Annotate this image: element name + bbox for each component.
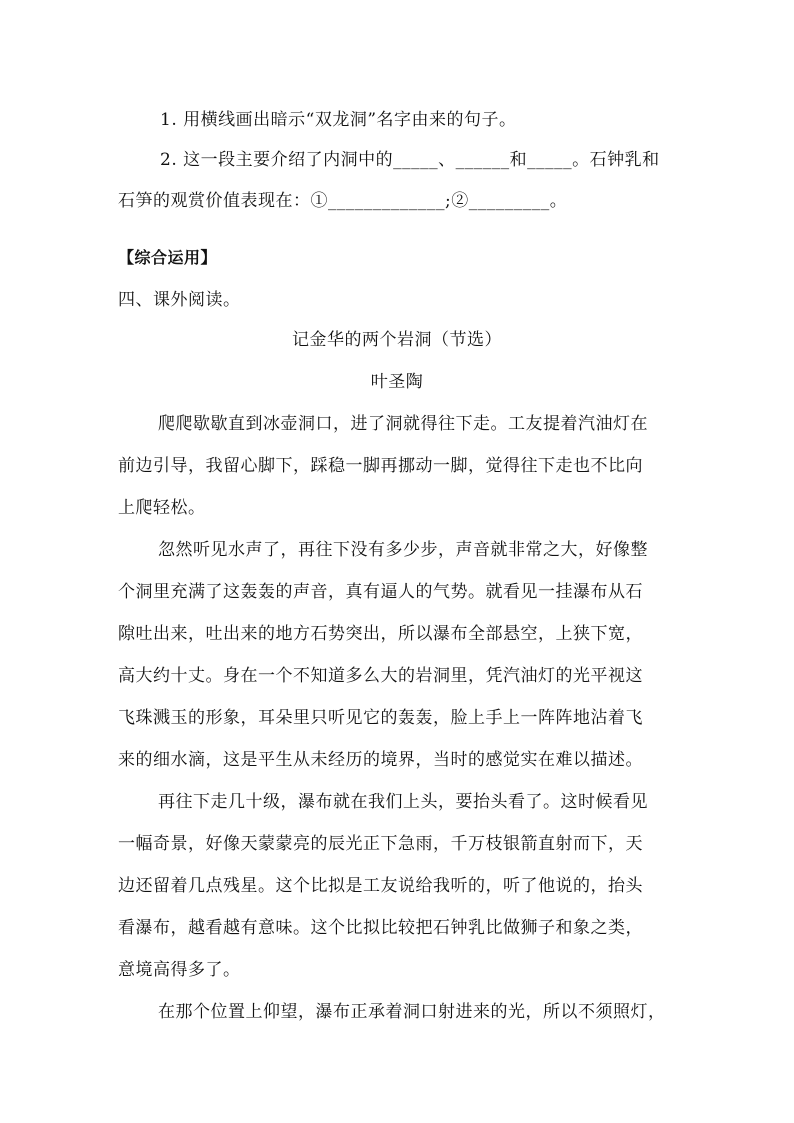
paragraph-line: 再往下走几十级，瀑布就在我们上头，要抬头看了。这时候看见 xyxy=(158,792,648,812)
question-2-line-2: 石笋的观赏价值表现在：①_____________;②_________。 xyxy=(118,191,568,211)
paragraph-line: 边还留着几点残星。这个比拟是工友说给我听的，听了他说的，抬头 xyxy=(118,876,643,896)
question-2-line-1: 2. 这一段主要介绍了内洞中的_____、______和_____。石钟乳和 xyxy=(160,150,660,170)
paragraph-line: 前边引导，我留心脚下，踩稳一脚再挪动一脚，觉得往下走也不比向 xyxy=(118,456,643,476)
paragraph-line: 隙吐出来，吐出来的地方石势突出，所以瀑布全部悬空，上狭下宽， xyxy=(118,624,643,644)
paragraph-line: 看瀑布，越看越有意味。这个比拟比较把石钟乳比做狮子和象之类， xyxy=(118,918,643,938)
article-author: 叶圣陶 xyxy=(370,372,424,392)
paragraph-line: 忽然听见水声了，再往下没有多少步，声音就非常之大，好像整 xyxy=(158,540,648,560)
paragraph-line: 个洞里充满了这轰轰的声音，真有逼人的气势。就看见一挂瀑布从石 xyxy=(118,582,643,602)
paragraph-line: 意境高得多了。 xyxy=(118,960,241,980)
question-1: 1. 用横线画出暗示“双龙洞”名字由来的句子。 xyxy=(160,110,517,130)
paragraph-line: 来的细水滴，这是平生从未经历的境界，当时的感觉实在难以描述。 xyxy=(118,750,643,770)
section-heading: 【综合运用】 xyxy=(118,248,218,267)
paragraph-line: 在那个位置上仰望，瀑布正承着洞口射进来的光，所以不须照灯， xyxy=(158,1002,666,1022)
paragraph-line: 一幅奇景，好像天蒙蒙亮的辰光正下急雨，千万枝银箭直射而下，天 xyxy=(118,834,643,854)
part-heading: 四、课外阅读。 xyxy=(118,290,241,310)
paragraph-line: 飞珠溅玉的形象，耳朵里只听见它的轰轰，脸上手上一阵阵地沾着飞 xyxy=(118,708,643,728)
article-title: 记金华的两个岩洞（节选） xyxy=(292,330,502,350)
paragraph-line: 上爬轻松。 xyxy=(118,498,206,518)
paragraph-line: 爬爬歇歇直到冰壶洞口，进了洞就得往下走。工友提着汽油灯在 xyxy=(158,414,648,434)
paragraph-line: 高大约十丈。身在一个不知道多么大的岩洞里，凭汽油灯的光平视这 xyxy=(118,666,643,686)
